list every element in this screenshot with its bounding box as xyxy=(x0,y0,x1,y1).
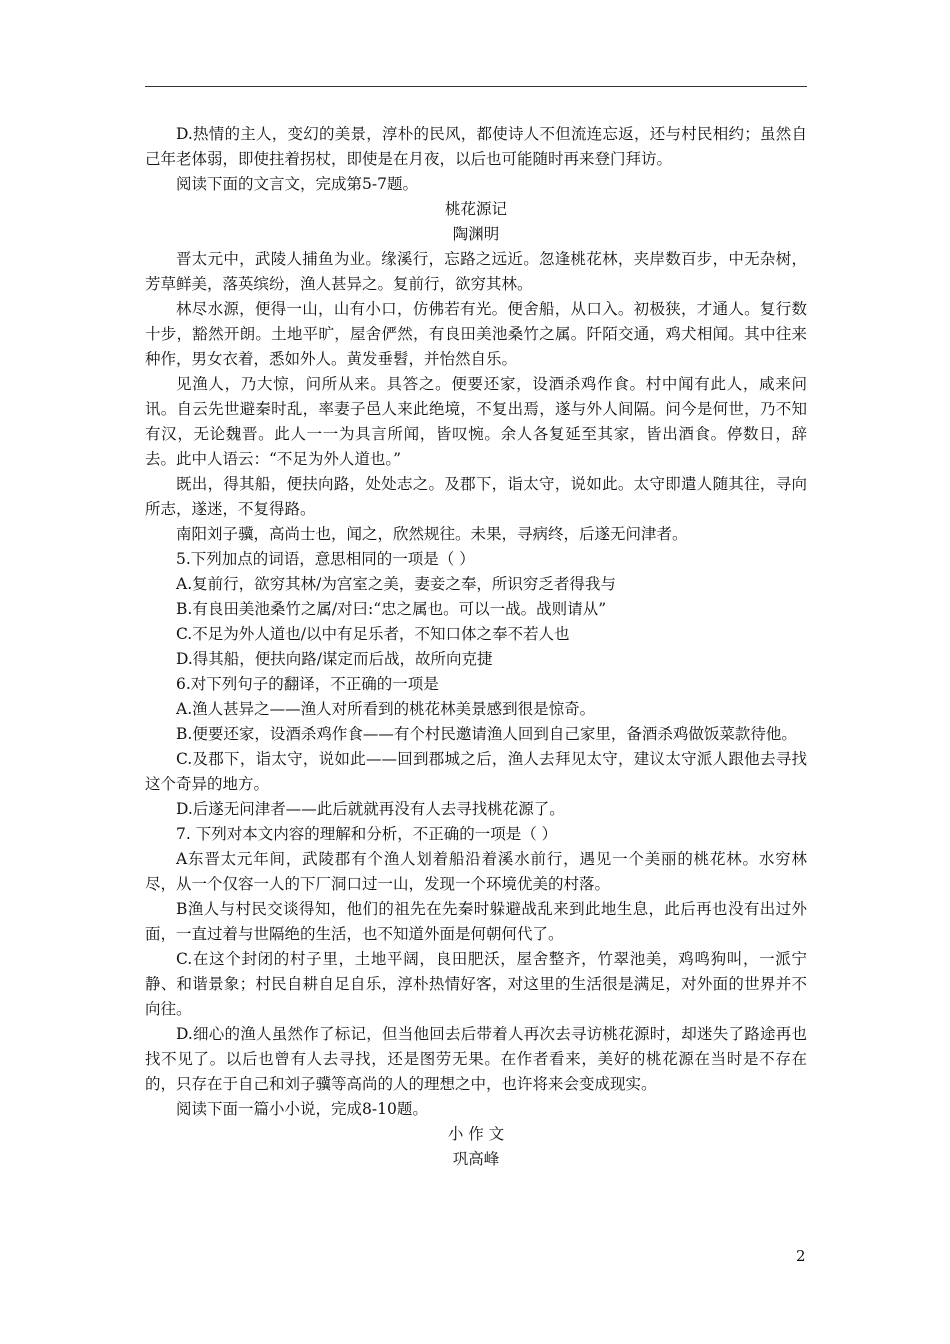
passage-paragraph-5: 南阳刘子骥，高尚士也，闻之，欣然规往。未果，寻病终，后遂无问津者。 xyxy=(176,525,688,543)
story-author: 巩高峰 xyxy=(452,1150,500,1168)
question-7-option-d: D.细心的渔人虽然作了标记，但当他回去后带着人再次去寻访桃花源时，却迷失了路途再也找不见了。以后也曾有人去寻找，还是图劳无果。在作者看来，美好的桃花源在当时是不存在的，只存在于自己和刘子骥等高尚的人的理想之中，也许将来会变成现实。 xyxy=(145,1025,807,1093)
question-5-option-b: B.有良田美池桑竹之属/对曰:“忠之属也。可以一战。战则请从” xyxy=(176,600,607,618)
page-body xyxy=(145,122,807,1172)
question-5: 5.下列加点的词语，意思相同的一项是（ ） xyxy=(176,550,475,568)
question-7: 7. 下列对本文内容的理解和分析，不正确的一项是（ ） xyxy=(176,825,558,843)
option-d-paragraph: D.热情的主人，变幻的美景，淳朴的民风，都使诗人不但流连忘返，还与村民相约；虽然自己年老体弱，即使拄着拐杖，即使是在月夜，以后也可能随时再来登门拜访。 xyxy=(145,125,807,168)
passage-paragraph-2: 林尽水源，便得一山，山有小口，仿佛若有光。便舍船，从口入。初极狭，才通人。复行数十步，豁然开朗。土地平旷，屋舍俨然，有良田美池桑竹之属。阡陌交通，鸡犬相闻。其中往来种作，男女衣着，悉如外人。黄发垂髫，并怡然自乐。 xyxy=(145,300,807,368)
question-6-option-d: D.后遂无问津者——此后就就再没有人去寻找桃花源了。 xyxy=(176,800,565,818)
question-5-option-c: C.不足为外人道也/以中有足乐者，不知口体之奉不若人也 xyxy=(176,625,570,643)
passage-paragraph-1: 晋太元中，武陵人捕鱼为业。缘溪行，忘路之远近。忽逢桃花林，夹岸数百步，中无杂树，芳草鲜美，落英缤纷，渔人甚异之。复前行，欲穷其林。 xyxy=(145,250,807,293)
header-rule xyxy=(145,86,807,87)
question-7-option-c: C.在这个封闭的村子里，土地平阔，良田肥沃，屋舍整齐，竹翠池美，鸡鸣狗叫，一派宁静、和谐景象；村民自耕自足自乐，淳朴热情好客，对这里的生活很是满足，对外面的世界并不向往。 xyxy=(145,950,807,1018)
question-6: 6.对下列句子的翻译，不正确的一项是 xyxy=(176,675,439,693)
passage-paragraph-4: 既出，得其船，便扶向路，处处志之。及郡下，诣太守，说如此。太守即遣人随其往，寻向所志，遂迷，不复得路。 xyxy=(145,475,807,518)
question-6-option-c: C.及郡下，诣太守，说如此——回到郡城之后，渔人去拜见太守，建议太守派人跟他去寻找这个奇异的地方。 xyxy=(145,750,807,793)
story-instruction: 阅读下面一篇小小说，完成8-10题。 xyxy=(176,1100,428,1118)
page-number: 2 xyxy=(796,1247,806,1265)
passage-paragraph-3: 见渔人，乃大惊，问所从来。具答之。便要还家，设酒杀鸡作食。村中闻有此人，咸来问讯。自云先世避秦时乱，率妻子邑人来此绝境，不复出焉，遂与外人间隔。问今是何世，乃不知有汉，无论魏晋。此人一一为具言所闻，皆叹惋。余人各复延至其家，皆出酒食。停数日，辞去。此中人语云：“不足为外人道也。” xyxy=(145,375,807,468)
passage-title: 桃花源记 xyxy=(444,200,507,218)
story-title: 小 作 文 xyxy=(447,1125,505,1143)
question-6-option-a: A.渔人甚异之——渔人对所看到的桃花林美景感到很是惊奇。 xyxy=(176,700,596,718)
question-6-option-b: B.便要还家，设酒杀鸡作食——有个村民邀请渔人回到自己家里，备酒杀鸡做饭菜款待他。 xyxy=(176,725,797,743)
question-5-option-a: A.复前行，欲穷其林/为宫室之美，妻妾之奉，所识穷乏者得我与 xyxy=(176,575,616,593)
question-7-option-b: B渔人与村民交谈得知，他们的祖先在先秦时躲避战乱来到此地生息，此后再也没有出过外面，一直过着与世隔绝的生活，也不知道外面是何朝何代了。 xyxy=(145,900,807,943)
passage-author: 陶渊明 xyxy=(452,225,500,243)
reading-instruction: 阅读下面的文言文，完成第5-7题。 xyxy=(176,175,418,193)
question-7-option-a: A东晋太元年间，武陵郡有个渔人划着船沿着溪水前行，遇见一个美丽的桃花林。水穷林尽，从一个仅容一人的下厂洞口过一山，发现一个环境优美的村落。 xyxy=(145,850,807,893)
question-5-option-d: D.得其船，便扶向路/谋定而后战，故所向克捷 xyxy=(176,650,493,668)
